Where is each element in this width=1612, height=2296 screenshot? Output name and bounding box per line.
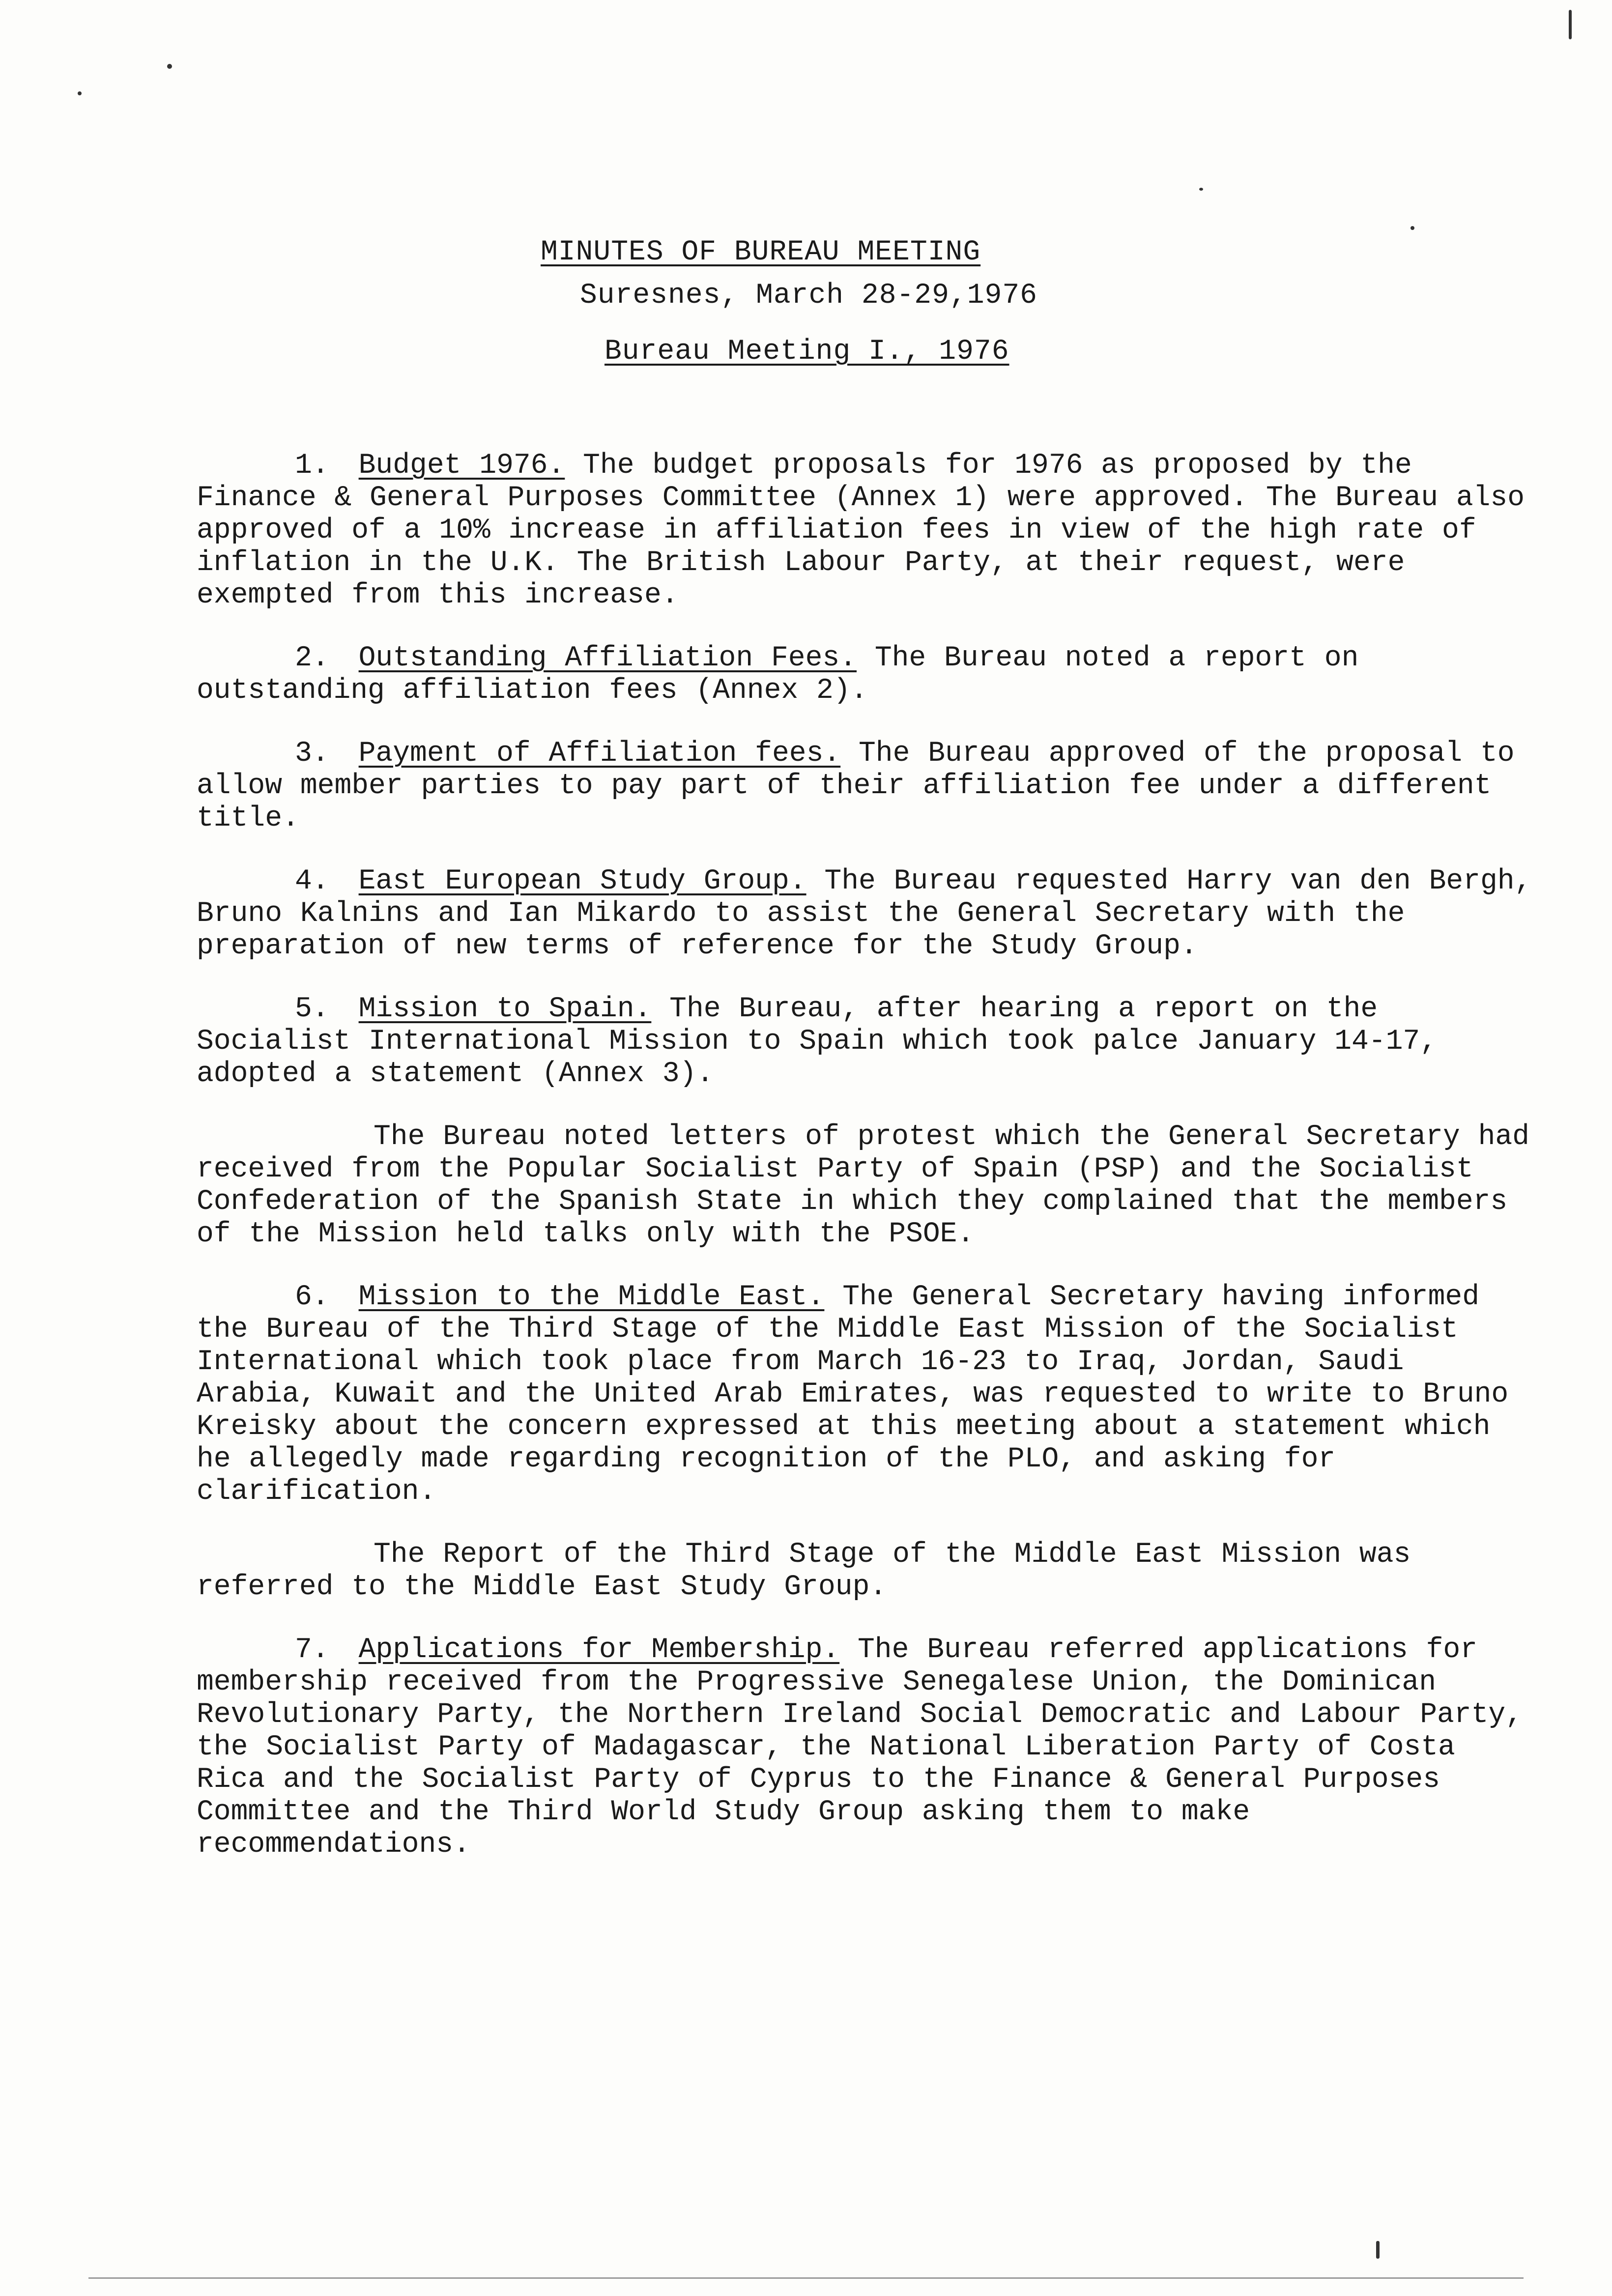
item-heading: Payment of Affiliation fees. <box>358 738 841 770</box>
item-heading: Budget 1976. <box>358 450 565 482</box>
item-heading: East European Study Group. <box>358 865 806 897</box>
item-heading: Outstanding Affiliation Fees. <box>358 642 857 674</box>
item-text: The Bureau, after hearing a report on the Socialist International Mission to Spain which took palce January 14-17, adopted a statement (Annex 3). <box>197 993 1455 1090</box>
minute-continuation <box>197 1121 1548 1251</box>
minute-item <box>197 1281 1533 1508</box>
minute-item <box>197 642 1533 707</box>
scan-speck <box>1569 10 1572 39</box>
minute-item <box>197 738 1533 835</box>
item-number: 6. <box>295 1281 329 1313</box>
item-text: The Bureau noted letters of protest which the General Secretary had received from the Popular Socialist Party of Spain (PSP) and the Socialist Confederation of the Spanish State in which they complained that the members of the Mission held talks only with the PSOE. <box>197 1121 1548 1250</box>
scan-speck <box>1199 188 1203 191</box>
meeting-reference <box>604 330 1081 373</box>
item-text: The budget proposals for 1976 as proposed by the Finance & General Purposes Committee (Annex 1) were approved. The Bureau also approved of a 10% increase in affiliation fees in view of the high rate of inflation in the U.K. The British Labour Party, at their request, were exempted from this increase. <box>197 450 1543 611</box>
item-number: 7. <box>295 1634 329 1666</box>
place-date: Suresnes, March 28-29,1976 <box>580 280 1037 312</box>
item-number: 1. <box>295 450 329 482</box>
title-block <box>541 231 1081 373</box>
item-number: 3. <box>295 738 329 770</box>
item-number: 5. <box>295 993 329 1025</box>
item-text: The Bureau requested Harry van den Bergh, Bruno Kalnins and Ian Mikardo to assist the General Secretary with the preparation of new terms of reference for the Study Group. <box>197 865 1550 962</box>
item-heading: Mission to Spain. <box>358 993 652 1025</box>
item-text: The Bureau noted a report on outstanding affiliation fees (Annex 2). <box>197 642 1377 707</box>
scan-speck <box>78 91 82 95</box>
scan-speck <box>1376 2241 1380 2259</box>
item-text: The Report of the Third Stage of the Middle East Mission was referred to the Middle East Study Group. <box>197 1539 1429 1603</box>
minute-item <box>197 1634 1541 1861</box>
item-heading: Applications for Membership. <box>358 1634 840 1666</box>
minute-item <box>197 865 1550 963</box>
document-title <box>541 231 1081 274</box>
item-number: 2. <box>295 642 329 674</box>
page-bottom-edge <box>88 2277 1524 2279</box>
minute-item <box>197 450 1543 612</box>
meeting-reference-text: Bureau Meeting I., 1976 <box>604 336 1009 368</box>
minute-item <box>197 993 1533 1091</box>
scan-speck <box>1410 226 1414 230</box>
scan-speck <box>167 64 172 69</box>
item-text: The General Secretary having informed the Bureau of the Third Stage of the Middle East Mission of the Socialist International which took place from March 16-23 to Iraq, Jordan, Saudi Arabia, Kuwait and the United Arab Emirates, was requested to write to Bruno Kreisky about the concern expressed at this meeting about a statement which he allegedly made regarding recognition of the PLO, and asking for clarification. <box>197 1281 1527 1508</box>
item-text: The Bureau referred applications for membership received from the Progressive Senegalese Union, the Dominican Revolutionary Party, the Northern Ireland Social Democratic and Labour Party, the Socialist Party of Madagascar, the National Liberation Party of Costa Rica and the Socialist Party of Cyprus to the Finance & General Purposes Committee and the Third World Study Group asking them to make recommendations. <box>197 1634 1541 1861</box>
item-heading: Mission to the Middle East. <box>358 1281 825 1313</box>
item-number: 4. <box>295 865 329 897</box>
minutes-body <box>197 450 1550 1892</box>
minute-continuation <box>197 1539 1533 1604</box>
document-title-text: MINUTES OF BUREAU MEETING <box>541 236 981 268</box>
item-text: The Bureau approved of the proposal to allow member parties to pay part of their affiliation fee under a different title. <box>197 738 1533 834</box>
